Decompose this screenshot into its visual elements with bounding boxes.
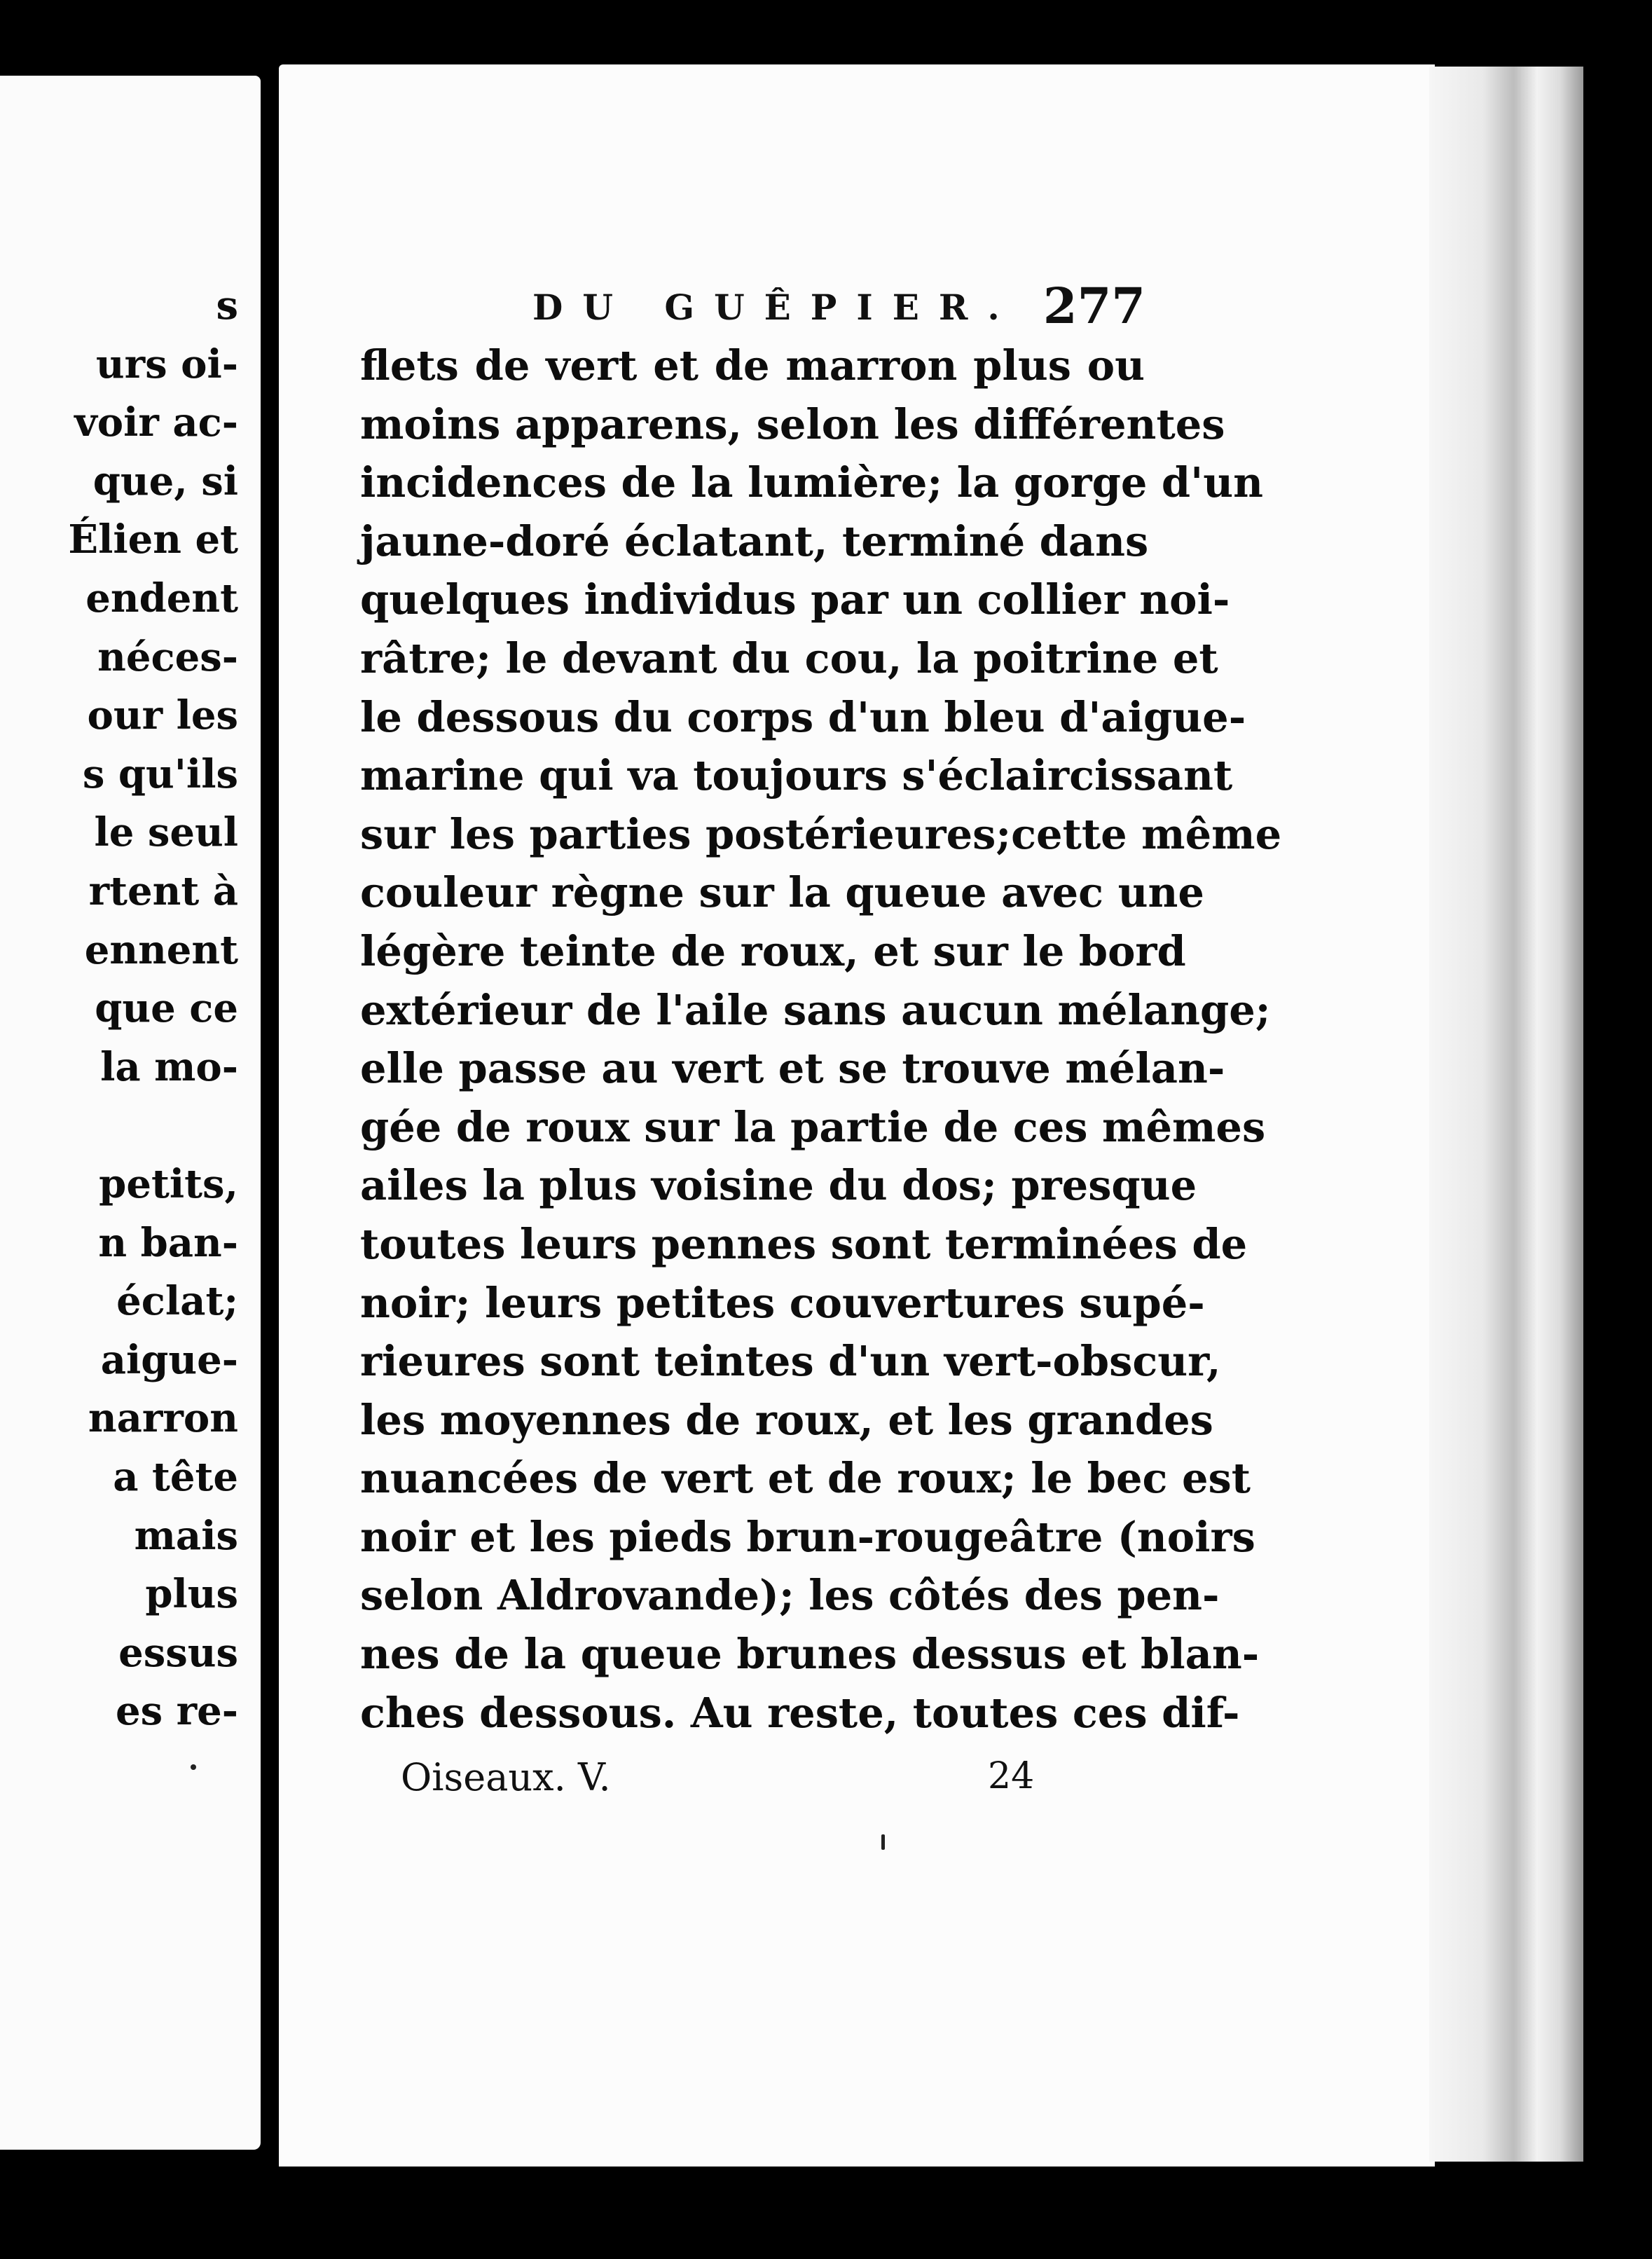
text-line: noir; leurs petites couvertures supé- (360, 1278, 1205, 1327)
text-line: moins apparens, selon les différentes (360, 399, 1225, 448)
left-page-line: s (216, 282, 238, 329)
left-page-line: que, si (92, 458, 238, 504)
text-line: incidences de la lumière; la gorge d'un (360, 458, 1264, 507)
text-line: ches dessous. Au reste, toutes ces dif- (360, 1688, 1240, 1737)
text-line: selon Aldrovande); les côtés des pen- (360, 1571, 1220, 1620)
left-page-line: Élien et (68, 516, 238, 563)
text-line: marine qui va toujours s'éclaircissant (360, 751, 1233, 800)
text-line: le dessous du corps d'un bleu d'aigue- (360, 692, 1246, 741)
text-line: extérieur de l'aile sans aucun mélange; (360, 985, 1271, 1034)
text-line: légère teinte de roux, et sur le bord (360, 926, 1186, 975)
page-footer (401, 1755, 1035, 1804)
text-line: jaune-doré éclatant, terminé dans (360, 516, 1149, 565)
left-page-line: essus (118, 1629, 238, 1676)
text-line: râtre; le devant du cou, la poitrine et (360, 633, 1218, 682)
text-line: quelques individus par un collier noi- (360, 575, 1230, 624)
body-text (360, 336, 1282, 1742)
left-page-line: petits, (99, 1161, 238, 1207)
ink-speck (191, 1764, 196, 1770)
left-page-line: urs oi- (95, 341, 238, 387)
page-number: 277 (1042, 277, 1145, 335)
text-line: toutes leurs pennes sont terminées de (360, 1219, 1248, 1268)
left-page-line: narron (88, 1395, 238, 1442)
text-line: sur les parties postérieures;cette même (360, 809, 1282, 858)
left-page-line: la mo- (100, 1043, 238, 1090)
left-page-line: que ce (95, 985, 238, 1032)
left-page-line: s qu'ils (82, 750, 238, 797)
left-page-line: néces- (97, 633, 238, 680)
left-page-line: es re- (115, 1688, 238, 1735)
text-line: ailes la plus voisine du dos; presque (360, 1161, 1197, 1210)
text-line: flets de vert et de marron plus ou (360, 341, 1145, 390)
text-line: les moyennes de roux, et les grandes (360, 1395, 1213, 1444)
text-line: noir et les pieds brun-rougeâtre (noirs (360, 1512, 1255, 1561)
page-fore-edge (1429, 67, 1583, 2162)
left-page-line: endent (85, 575, 238, 622)
left-page-line: le seul (94, 809, 238, 856)
running-head: DU GUÊPIER. (532, 287, 1019, 328)
text-line: nuancées de vert et de roux; le bec est (360, 1454, 1251, 1503)
text-line: rieures sont teintes d'un vert-obscur, (360, 1337, 1221, 1386)
left-page-line: mais (134, 1512, 238, 1559)
left-page-line: our les (87, 692, 238, 739)
text-line: nes de la queue brunes dessus et blan- (360, 1630, 1260, 1679)
left-page-line: a tête (113, 1454, 238, 1500)
left-page-line: éclat; (116, 1278, 238, 1325)
left-page-line: voir ac- (74, 399, 238, 446)
text-line: elle passe au vert et se trouve mélan- (360, 1044, 1225, 1093)
text-line: gée de roux sur la partie de ces mêmes (360, 1102, 1266, 1151)
left-page-line: n ban- (98, 1219, 238, 1266)
signature-number: 24 (988, 1755, 1035, 1797)
left-page-line: ennent (84, 926, 238, 973)
ink-speck (881, 1834, 885, 1850)
left-page (0, 76, 261, 2150)
text-line: couleur règne sur la queue avec une (360, 868, 1204, 917)
left-page-line: plus (145, 1571, 238, 1618)
left-page-line: aigue- (100, 1336, 238, 1383)
signature-mark: Oiseaux. V. (401, 1755, 611, 1799)
left-page-line: rtent à (88, 868, 238, 914)
page-header (532, 277, 1145, 340)
